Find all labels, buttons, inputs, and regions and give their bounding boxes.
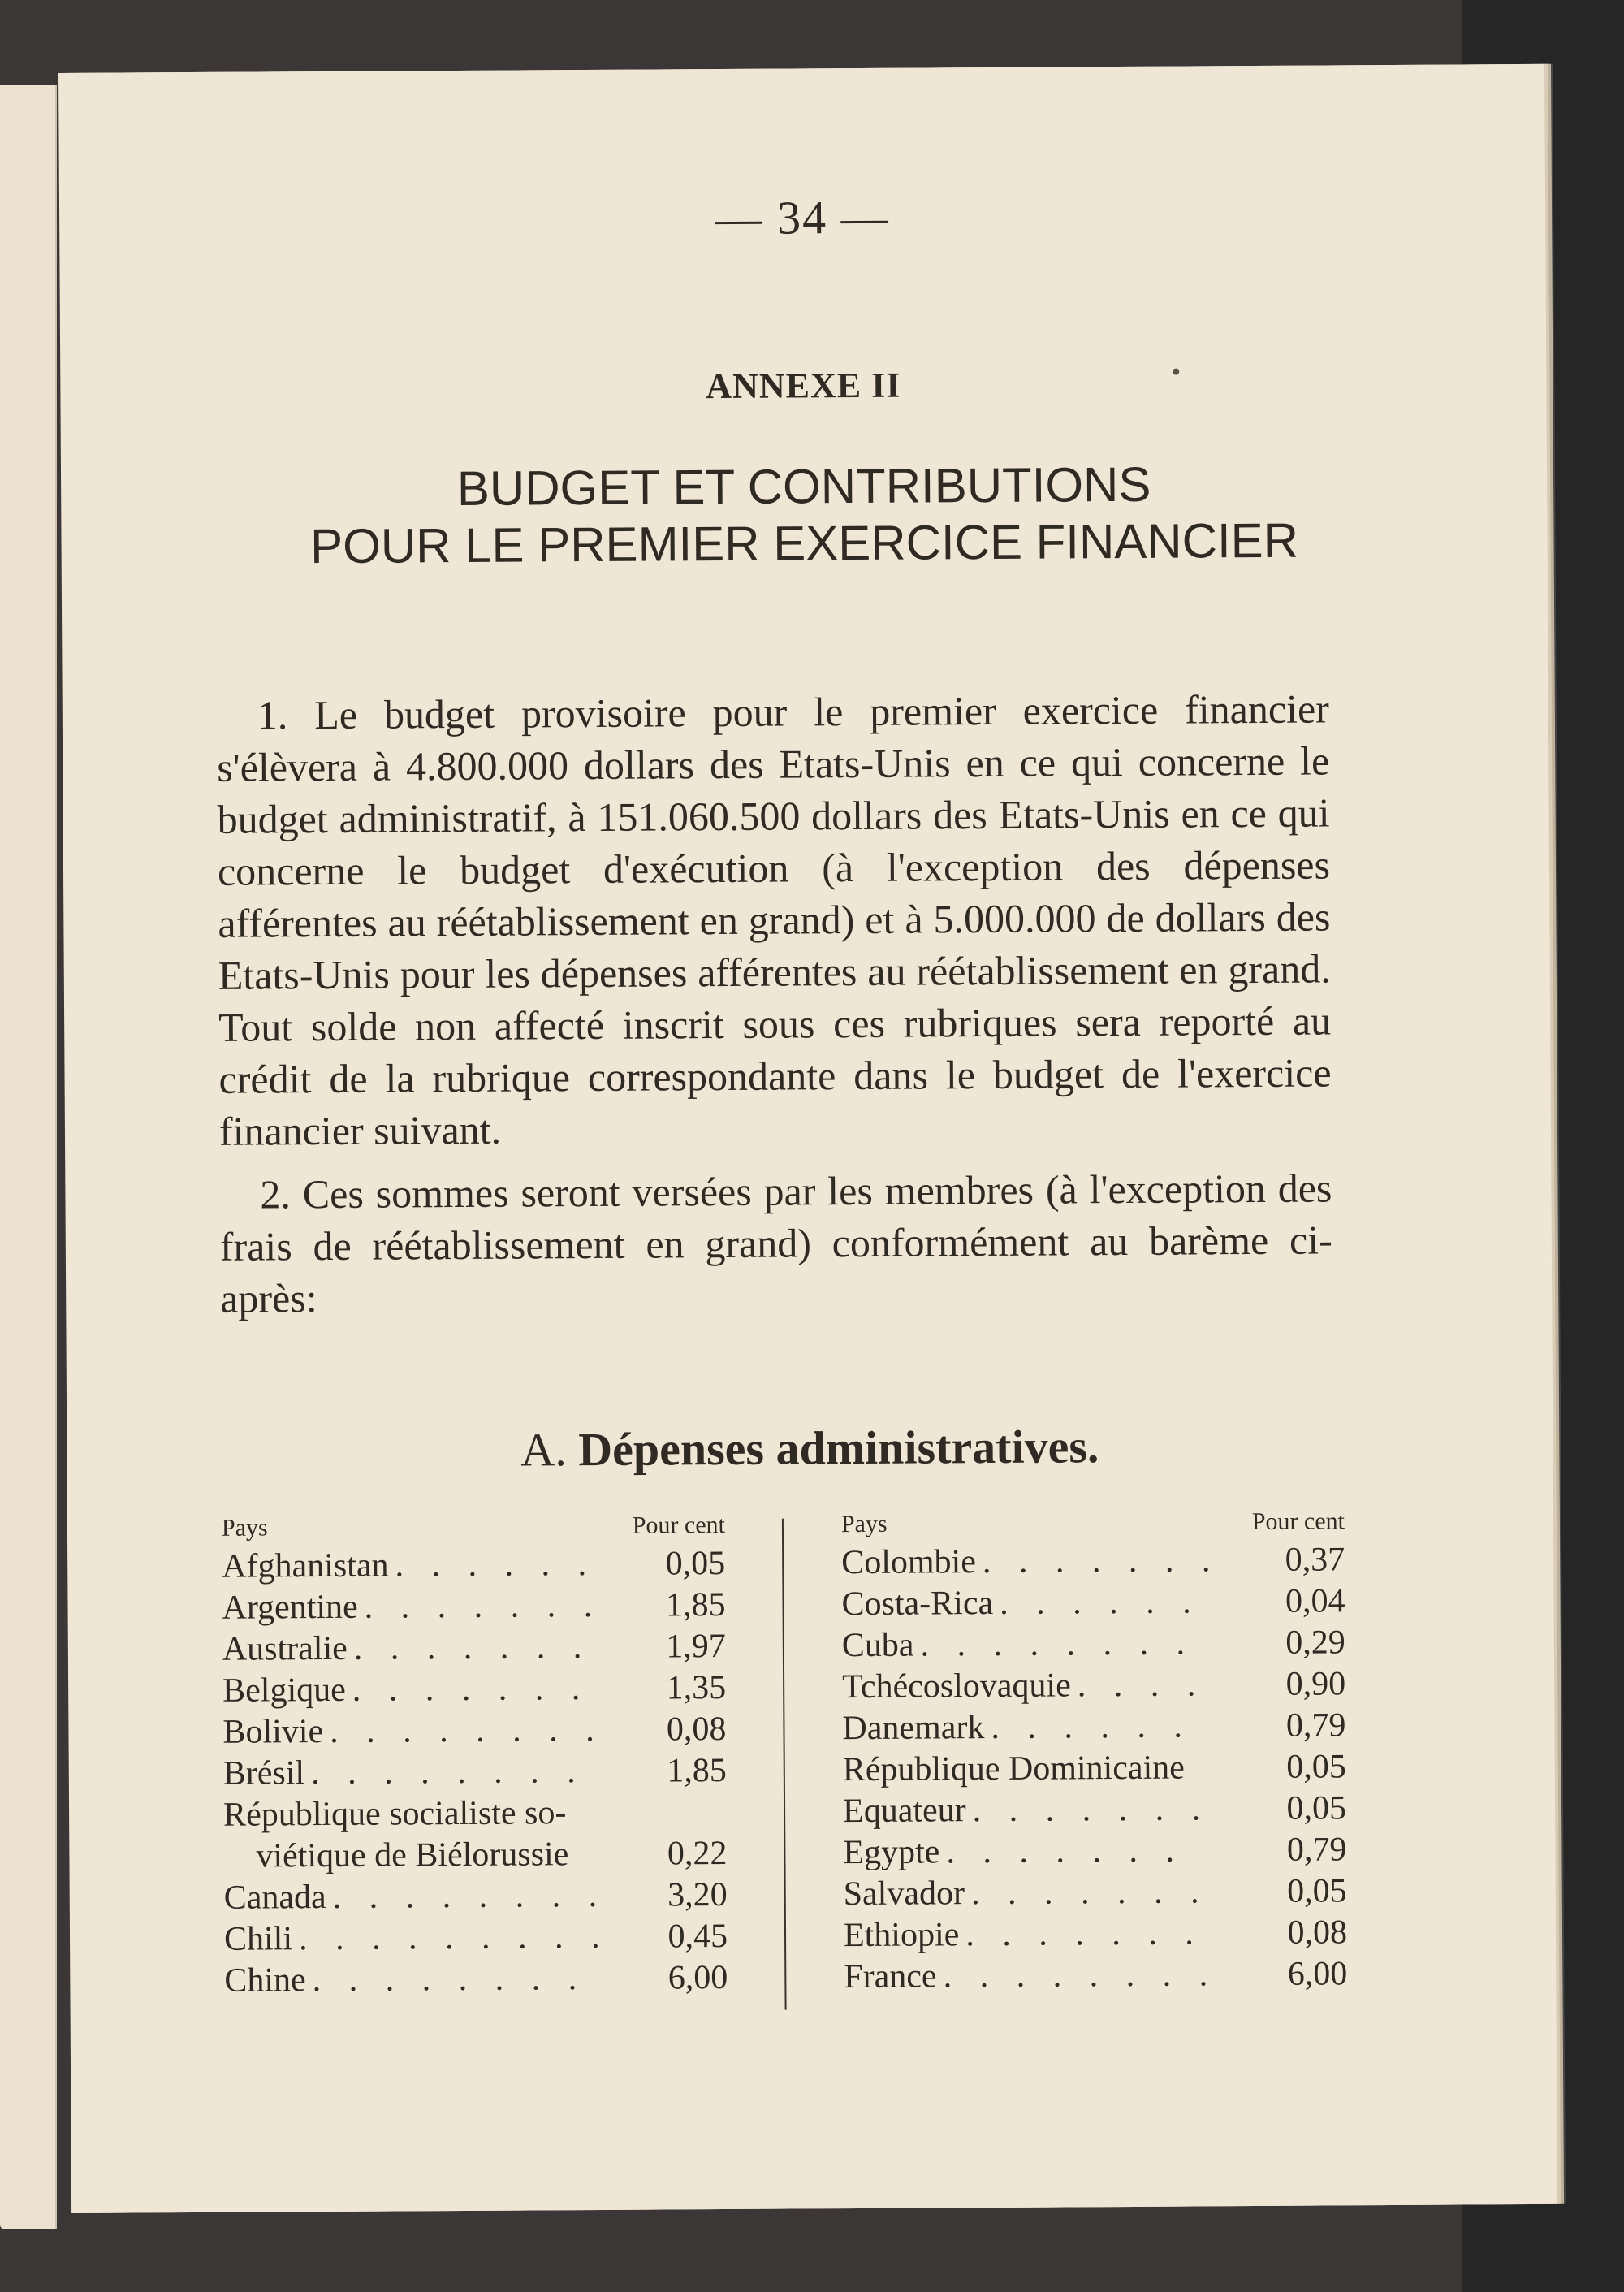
table-row	[841, 1581, 1345, 1625]
dot-leader: . . . . . . . .	[332, 1876, 607, 1916]
country-name: Ethiopie	[843, 1916, 960, 1955]
dot-leader: . . . . . . .	[352, 1670, 590, 1709]
dot-leader	[572, 1823, 655, 1824]
paragraph-1: 1. Le budget provisoire pour le premier exercice financier s'élèvera à 4.800.000 dollars des Etats-Unis en ce qui concerne le budget administratif, à 151.060.500 dollars des Etats-Unis en ce qui concerne le budget d'exécution (à l'exception des dépenses afférentes au réétablissement en grand) et à 5.000.000 de dollars des Etats-Unis pour les dépenses afférentes au réétablissement en grand. Tout solde non affecté inscrit sous ces rubriques sera reporté au crédit de la rubrique correspondante dans le budget de l'exercice financier suivant.	[217, 685, 1332, 1154]
country-name: France	[844, 1957, 937, 1996]
title-line-1: BUDGET ET CONTRIBUTIONS	[456, 456, 1151, 517]
country-name: Belgique	[222, 1671, 346, 1710]
table-column-right	[841, 1503, 1348, 1998]
country-name: Argentine	[222, 1588, 358, 1627]
dot-leader: . . . . . . .	[970, 1873, 1209, 1913]
table-row	[222, 1543, 725, 1588]
table-row	[844, 1912, 1347, 1957]
table-row	[224, 1957, 728, 2002]
country-name: République socialiste so-	[222, 1794, 567, 1834]
column-divider	[782, 1519, 787, 2010]
paragraph-2: 2. Ces sommes seront versées par les membres (à l'exception des frais de réétablissement en grand) conformément au barème ci-après:	[219, 1165, 1332, 1321]
percent-value: 1,85	[667, 1752, 727, 1790]
table-row	[843, 1829, 1346, 1874]
table-row	[841, 1539, 1345, 1584]
table-column-left	[222, 1507, 728, 2002]
country-name: Salvador	[843, 1875, 965, 1914]
table-row	[222, 1709, 726, 1754]
dot-leader: . . . . . . . . .	[298, 1918, 610, 1958]
country-name: Chili	[223, 1920, 293, 1958]
header-country: Pays	[840, 1510, 888, 1538]
page-content	[213, 65, 1390, 2000]
table-row	[842, 1622, 1345, 1667]
document-page	[58, 64, 1557, 2213]
country-name: Australie	[222, 1629, 348, 1668]
dot-leader: . . . .	[1077, 1666, 1206, 1705]
title-line-2: POUR LE PREMIER EXERCICE FINANCIER	[309, 512, 1299, 574]
percent-value: 0,05	[665, 1545, 726, 1583]
percent-value: 0,79	[1286, 1831, 1347, 1869]
country-name: Chine	[224, 1961, 306, 2000]
table-row	[223, 1750, 727, 1795]
dot-leader: . . . . . . .	[364, 1586, 603, 1626]
country-name: Egypte	[843, 1833, 940, 1872]
percent-value: 0,90	[1285, 1665, 1346, 1703]
percent-value: 0,05	[1286, 1748, 1346, 1786]
dot-leader: . . . . . . .	[353, 1628, 592, 1667]
table-header	[841, 1503, 1345, 1542]
dot-leader	[1191, 1778, 1275, 1779]
dot-leader: . . . . . . . .	[310, 1753, 585, 1793]
table-row	[222, 1626, 726, 1671]
percent-value: 1,35	[666, 1669, 727, 1707]
table-row	[222, 1585, 725, 1629]
table-row	[842, 1663, 1345, 1708]
table-header	[222, 1507, 725, 1546]
country-name: Bolivie	[222, 1713, 324, 1751]
country-name: Brésil	[222, 1754, 305, 1793]
dot-leader: . . . . . . . .	[943, 1956, 1218, 1996]
dot-leader: . . . . . . . .	[312, 1960, 587, 2000]
section-prefix: A.	[520, 1423, 567, 1477]
percent-value: 0,04	[1285, 1582, 1345, 1620]
table-row	[843, 1746, 1346, 1791]
header-percent: Pour cent	[1251, 1507, 1345, 1536]
percent-value: 3,20	[667, 1876, 728, 1914]
ink-speck	[1173, 369, 1179, 375]
percent-value: 1,97	[666, 1628, 726, 1666]
table-row	[224, 1916, 728, 1961]
country-name: Danemark	[842, 1709, 985, 1748]
section-heading	[221, 1417, 1398, 1479]
country-name: Canada	[223, 1879, 326, 1917]
contributions-table	[221, 1503, 1358, 2000]
dot-leader: . . . . . . .	[972, 1790, 1211, 1830]
table-row	[224, 1875, 728, 1919]
page-number: — 34 —	[715, 190, 890, 245]
percent-value: 0,22	[667, 1835, 728, 1873]
country-name: Tchécoslovaquie	[842, 1667, 1071, 1706]
country-name: Colombie	[841, 1543, 977, 1582]
dot-leader: . . . . . . .	[982, 1542, 1220, 1581]
percent-value: 0,29	[1285, 1624, 1345, 1662]
percent-value: 0,08	[666, 1710, 727, 1749]
percent-value: 6,00	[1287, 1955, 1348, 1993]
percent-value: 6,00	[667, 1959, 728, 1997]
percent-value: 0,08	[1287, 1914, 1348, 1952]
country-name: viétique de Biélorussie	[256, 1836, 569, 1875]
percent-value: 0,05	[1286, 1789, 1347, 1827]
dot-leader: . . . . . . . .	[920, 1624, 1195, 1664]
dot-leader: . . . . . .	[991, 1707, 1193, 1747]
page-title	[215, 455, 1393, 576]
dot-leader: . . . . . . .	[946, 1831, 1185, 1871]
header-country: Pays	[221, 1514, 268, 1542]
percent-value: 0,45	[667, 1918, 728, 1956]
table-row	[223, 1792, 727, 1836]
dot-leader: . . . . . .	[395, 1545, 597, 1585]
country-name: Costa-Rica	[841, 1585, 994, 1624]
table-row	[843, 1788, 1346, 1832]
country-name: Cuba	[841, 1626, 914, 1665]
percent-value: 0,05	[1287, 1872, 1347, 1910]
dot-leader: . . . . . . .	[965, 1914, 1203, 1954]
country-name: République Dominicaine	[842, 1749, 1185, 1789]
dot-leader: . . . . . .	[1000, 1583, 1201, 1622]
annex-label: ANNEXE II	[706, 365, 901, 407]
table-row	[223, 1833, 727, 1878]
table-row	[844, 1953, 1347, 1998]
header-percent: Pour cent	[632, 1511, 726, 1539]
percent-value: 0,79	[1285, 1706, 1346, 1745]
table-row	[222, 1667, 726, 1712]
country-name: Afghanistan	[222, 1546, 389, 1585]
table-row	[842, 1705, 1345, 1749]
body-text	[217, 682, 1333, 1335]
previous-page-edge	[0, 85, 57, 2229]
dot-leader: . . . . . . . .	[330, 1710, 604, 1750]
country-name: Equateur	[842, 1792, 966, 1831]
percent-value: 0,37	[1285, 1541, 1345, 1579]
table-row	[844, 1870, 1347, 1915]
section-title: Dépenses administratives.	[578, 1420, 1099, 1477]
percent-value: 1,85	[665, 1586, 726, 1624]
dot-leader	[575, 1865, 655, 1866]
